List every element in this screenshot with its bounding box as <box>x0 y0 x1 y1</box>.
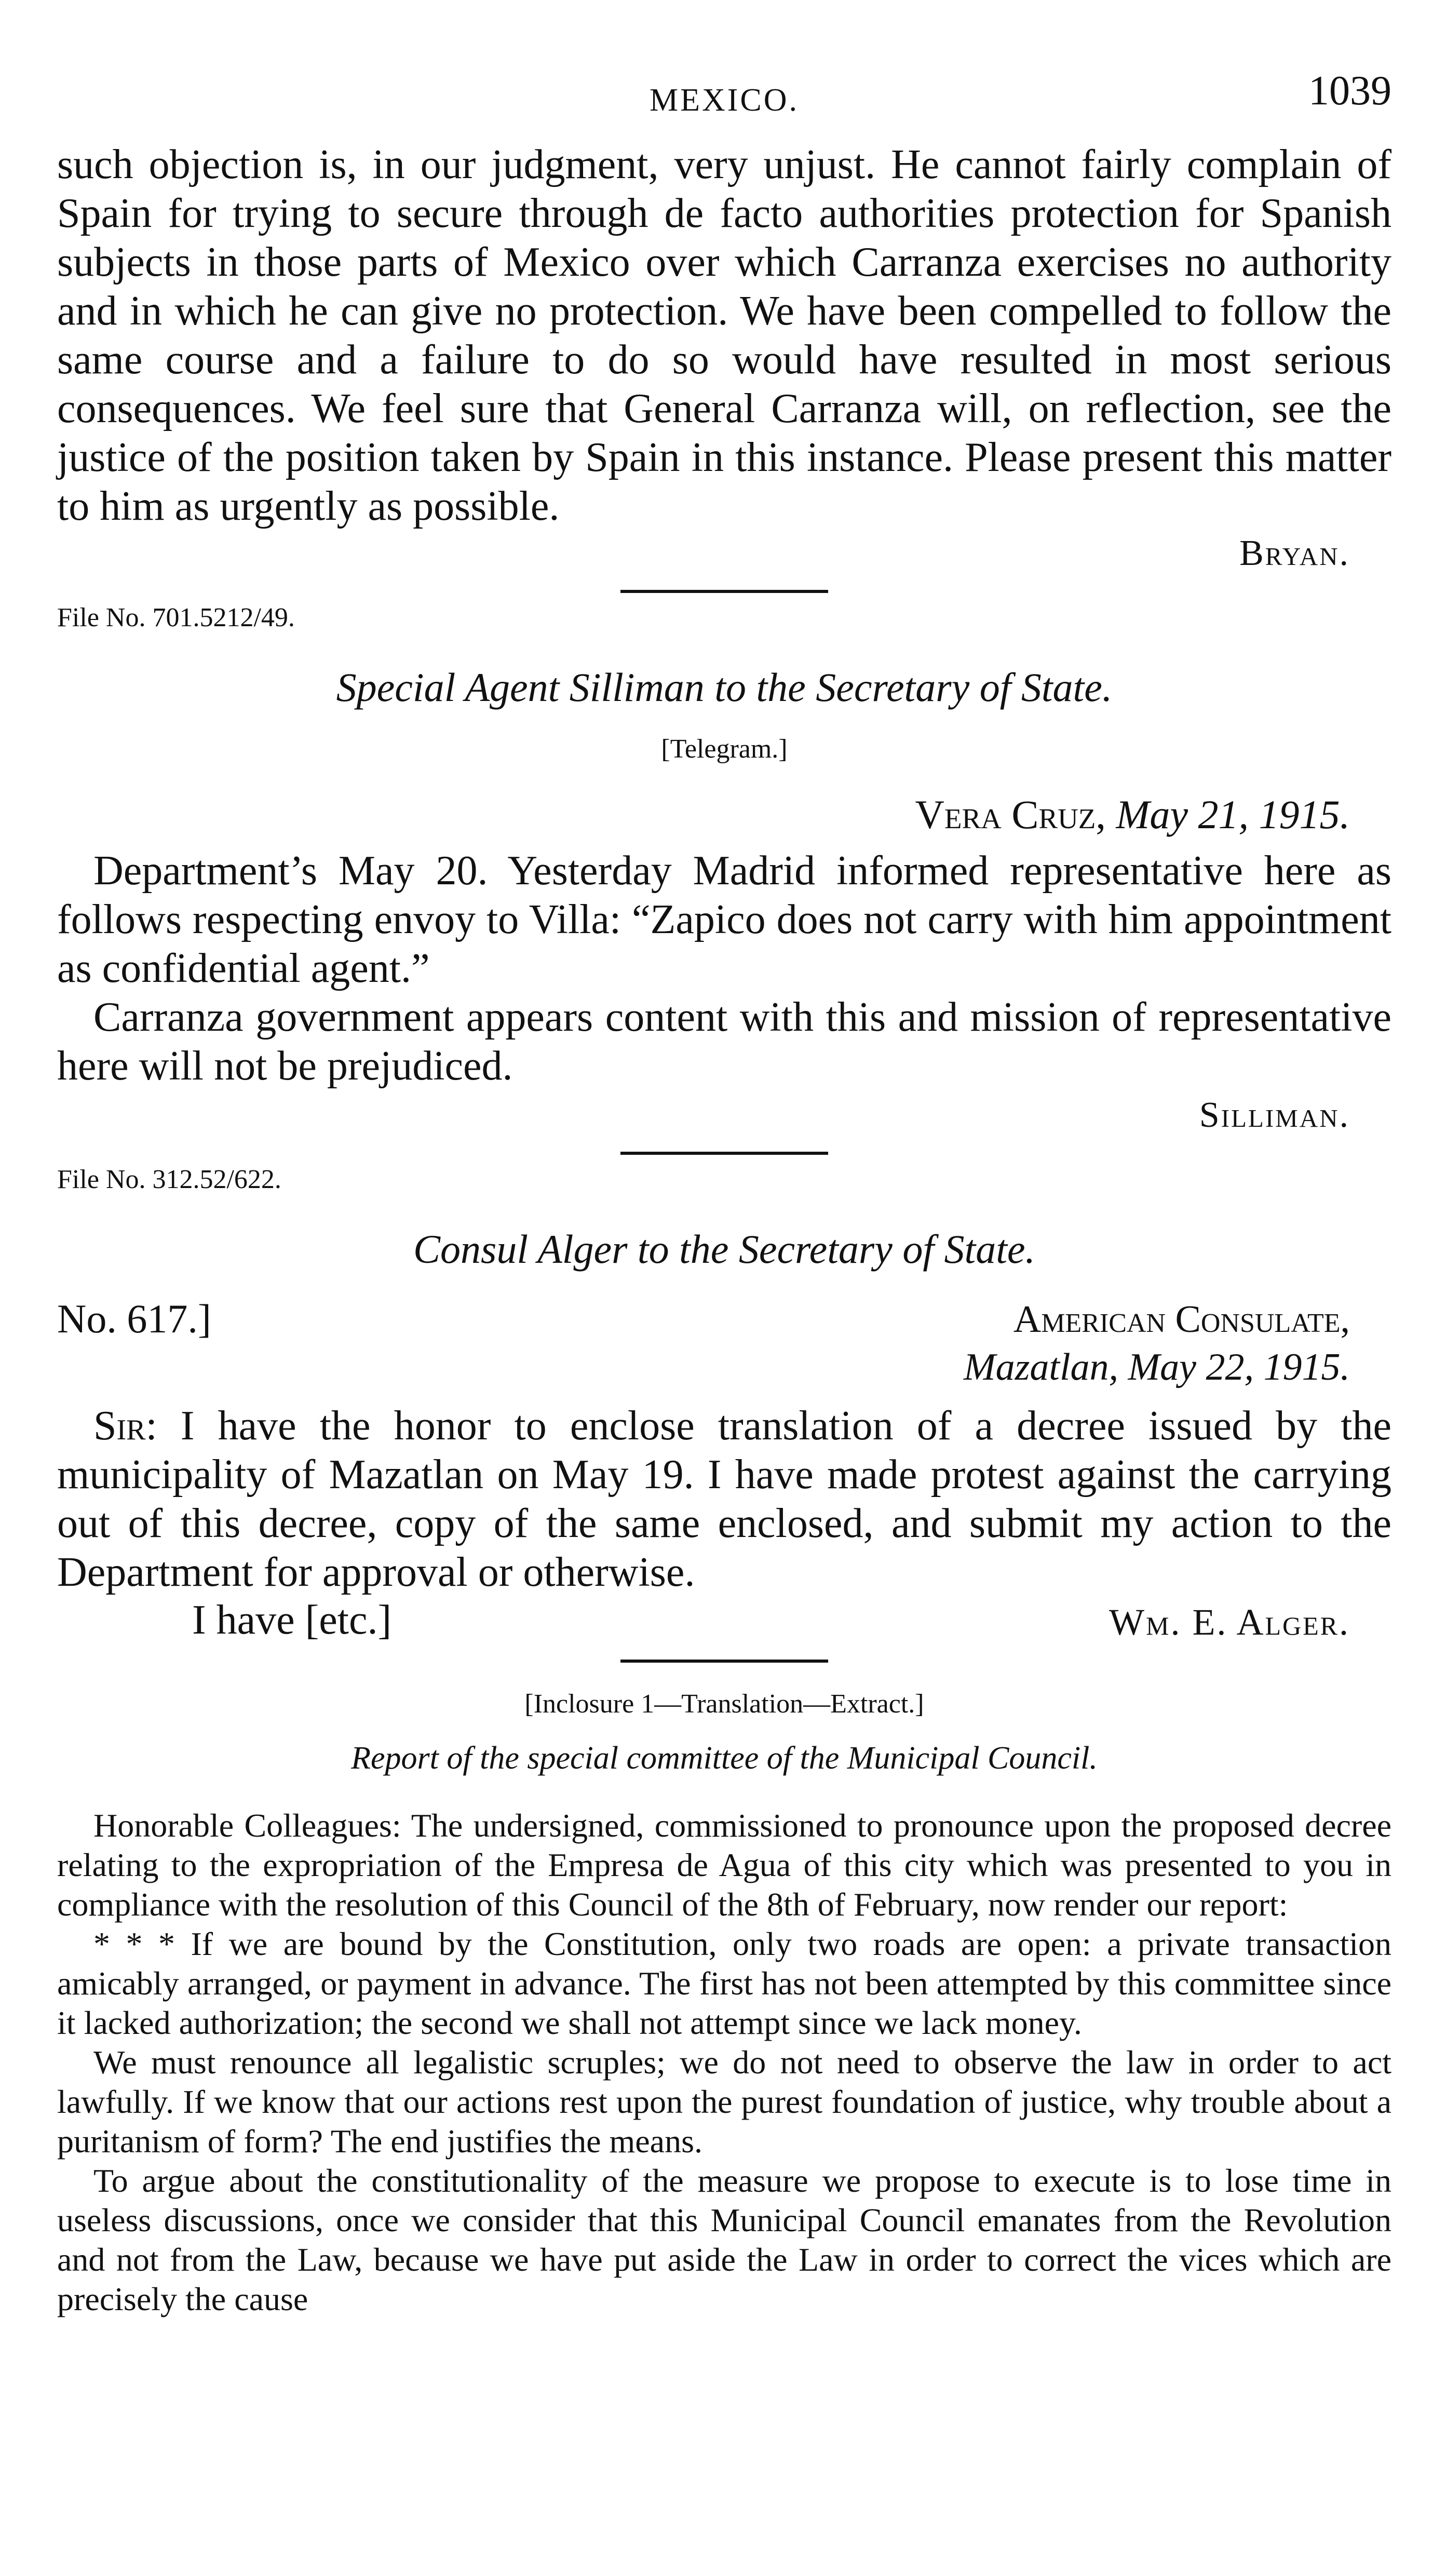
letter2-date: May 21, 1915. <box>1116 792 1350 837</box>
letter2-paragraph-1: Department’s May 20. Yesterday Madrid informed representative here as follows respecting envoy to Villa: “Zapico does not carry with him appointment as confidential agent.” <box>57 848 1391 991</box>
page-number: 1039 <box>1308 68 1391 114</box>
letter2-signature: Silliman. <box>1199 1095 1350 1135</box>
running-head: MEXICO. <box>649 83 800 118</box>
letter3-paragraph-text: I have the honor to enclose translation of a decree issued by the municipality of Mazatlan on May 19. I have made protest against the carrying out of this decree, copy of the same enclosed, and submit my action to the Department for approval or otherwise. <box>57 1403 1391 1595</box>
letter3-number: No. 617.] <box>57 1296 211 1341</box>
divider-rule <box>620 590 828 593</box>
letter3-heading: Consul Alger to the Secretary of State. <box>413 1226 1035 1272</box>
letter3-signature: Wm. E. Alger. <box>1109 1601 1350 1643</box>
letter3-consulate-block <box>964 1296 1350 1391</box>
letter3-paragraph <box>57 1401 1391 1597</box>
letter3-closing: I have [etc.] <box>192 1597 392 1643</box>
divider-rule <box>620 1660 828 1663</box>
letter3-file-number: File No. 312.52/622. <box>57 1165 281 1194</box>
page-header <box>57 62 1391 130</box>
report-paragraph-4: To argue about the constitutionality of the measure we propose to execute is to lose time in useless discussions, once we consider that this Municipal Council emanates from the Revolution and not from the Law, because we have put aside the Law in order to correct the vices which are precisely the cause <box>57 2162 1391 2317</box>
report-paragraph-2: * * * If we are bound by the Constitution, only two roads are open: a private transaction amicably arranged, or payment in advance. The first has not been attempted by this committee since it lacked authorization; the second we shall not attempt since we lack money. <box>57 1925 1391 2041</box>
report-paragraph-3: We must renounce all legalistic scruples; we do not need to observe the law in order to act lawfully. If we know that our actions rest upon the purest foundation of justice, why trouble about a puritanism of form? The end justifies the means. <box>57 2044 1391 2160</box>
inclosure-label: [Inclosure 1—Translation—Extract.] <box>524 1689 924 1719</box>
letter2-paragraph-2: Carranza government appears content with this and mission of representative here will not be prejudiced. <box>57 994 1391 1089</box>
letter3-closing-row <box>57 1597 1391 1644</box>
letter1-signature: Bryan. <box>1239 533 1350 573</box>
letter3-office: American Consulate, <box>1013 1298 1350 1341</box>
letter3-salutation: Sir: <box>93 1403 157 1449</box>
letter2-heading: Special Agent Silliman to the Secretary of State. <box>336 665 1113 710</box>
document-page <box>57 62 1391 2319</box>
divider-rule <box>620 1152 828 1155</box>
letter3-reference-row <box>57 1296 1391 1391</box>
letter2-dateline <box>57 791 1350 838</box>
letter2-telegram-label: [Telegram.] <box>661 734 788 764</box>
report-title: Report of the special committee of the Municipal Council. <box>351 1741 1098 1776</box>
letter2-place: Vera Cruz, <box>915 792 1106 837</box>
report-paragraph-1: Honorable Colleagues: The undersigned, commissioned to pronounce upon the proposed decree relating to the expropriation of the Empresa de Agua of this city which was presented to you in compliance with the resolution of this Council of the 8th of February, now render our report: <box>57 1807 1391 1923</box>
letter3-place-date: Mazatlan, May 22, 1915. <box>963 1346 1350 1388</box>
letter2-file-number: File No. 701.5212/49. <box>57 603 295 632</box>
letter1-paragraph: such objection is, in our judgment, very unjust. He cannot fairly complain of Spain for trying to secure through de facto authorities protection for Spanish subjects in those parts of Mexico over which Carranza exercises no authority and in which he can give no protection. We have been compelled to follow the same course and a failure to do so would have resulted in most serious consequences. We feel sure that General Carranza will, on reflection, see the justice of the position taken by Spain in this instance. Please present this matter to him as urgently as possible. <box>57 142 1391 529</box>
